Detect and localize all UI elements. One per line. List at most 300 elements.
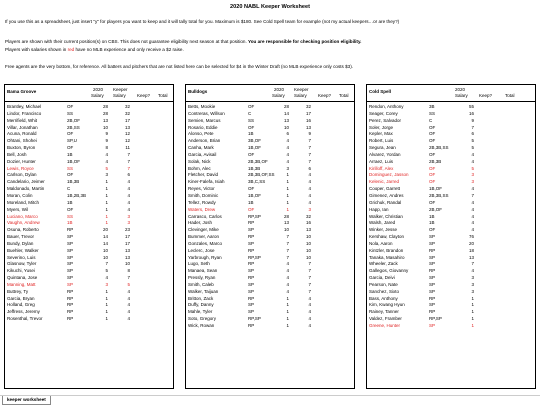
player-salary: 10 (283, 227, 289, 233)
player-name: Yarbrough, Ryan (188, 254, 222, 260)
player-position: 1B (248, 199, 254, 205)
player-row (5, 186, 173, 193)
player-row (186, 248, 354, 255)
player-name: Duffy, Danny (188, 302, 214, 308)
player-position: OF (67, 131, 74, 137)
keeper-salary: 4 (127, 186, 130, 192)
player-position: SP (67, 268, 74, 274)
player-row (5, 309, 173, 316)
player-position: SP (67, 240, 74, 246)
player-row (186, 255, 354, 262)
player-name: Betts, Mookie (188, 104, 216, 109)
keeper-salary: 16 (305, 220, 311, 226)
team-header (186, 85, 354, 102)
player-salary: 55 (468, 104, 474, 109)
player-salary: 1 (471, 323, 474, 328)
player-salary: 9 (471, 117, 474, 123)
player-row (367, 316, 535, 323)
player-position: C (248, 110, 252, 116)
player-position: OF (248, 104, 255, 109)
player-position: OF (429, 124, 436, 130)
player-salary: 28 (102, 104, 108, 109)
player-salary: 7 (286, 254, 289, 260)
player-name: Tellez, Rowdy (188, 199, 216, 205)
player-row (186, 138, 354, 145)
player-name: Bummer, Aaron (188, 234, 220, 240)
player-position: 1B (429, 213, 435, 219)
player-row (5, 261, 173, 268)
player-salary: 8 (105, 145, 108, 151)
player-name: Anderson, Brian (188, 138, 221, 144)
player-row (367, 261, 535, 268)
player-position: RP (248, 261, 255, 267)
player-salary: 4 (471, 199, 474, 205)
player-row (186, 131, 354, 138)
keeper-salary: 3 (127, 213, 130, 219)
player-name: Hader, Josh (188, 220, 213, 226)
player-position: SP (67, 254, 74, 260)
player-position: RP (429, 295, 436, 301)
keeper-salary: 32 (124, 104, 130, 109)
player-name: Alvarez, Yordan (369, 151, 401, 157)
player-row (5, 131, 173, 138)
keeper-salary: 7 (127, 158, 130, 164)
player-row (5, 255, 173, 262)
intro-text: red (67, 47, 75, 52)
keeper-salary: 7 (308, 268, 311, 274)
keeper-salary: 4 (127, 309, 130, 315)
player-position: RP (67, 288, 74, 294)
player-row (367, 193, 535, 200)
keeper-salary: 4 (127, 206, 130, 212)
player-salary: 1 (286, 295, 289, 301)
player-position: OF (429, 172, 436, 178)
player-row (367, 282, 535, 289)
player-row (5, 296, 173, 303)
player-salary: 3 (471, 281, 474, 287)
player-name: Walker, Christian (369, 213, 403, 219)
player-row (367, 172, 535, 179)
player-position: 3B (429, 104, 435, 109)
player-salary: 1 (105, 295, 108, 301)
player-position: OF (429, 179, 436, 185)
player-name: Kikuchi, Yusei (7, 268, 35, 274)
player-name: Bell, Josh (7, 151, 27, 157)
keeper-salary: 4 (127, 295, 130, 301)
player-salary: 1 (105, 179, 108, 185)
player-salary: 14 (102, 240, 108, 246)
player-salary: 1 (105, 309, 108, 315)
player-position: OF (67, 145, 74, 151)
player-row (186, 309, 354, 316)
player-row (186, 166, 354, 173)
player-position: OF (248, 124, 255, 130)
player-salary: 4 (471, 158, 474, 164)
player-name: Rosenthal, Trevor (7, 316, 43, 322)
player-salary: 13 (468, 254, 474, 260)
player-row (367, 275, 535, 282)
player-position: SP (248, 240, 255, 246)
player-salary: 3 (286, 165, 289, 171)
player-salary: 1 (105, 186, 108, 192)
player-row (186, 111, 354, 118)
player-position: OF (248, 186, 255, 192)
intro-text: have no MLB experience and only receive a $2 raise. (74, 47, 184, 52)
player-row (5, 111, 173, 118)
player-position: OF (67, 172, 74, 178)
keeper-salary: 13 (124, 254, 130, 260)
player-salary: 20 (102, 227, 108, 233)
player-salary: 1 (286, 309, 289, 315)
player-name: Luciano, Marco (7, 213, 38, 219)
team-panel-bulldogs (185, 84, 355, 389)
player-name: Wick, Rowan (188, 323, 215, 328)
player-salary: 1 (105, 213, 108, 219)
player-position: RP (67, 302, 74, 308)
player-row (367, 268, 535, 275)
player-name: Kelenic, Jarred (369, 179, 400, 185)
player-name: Glasnow, Tyler (7, 261, 37, 267)
keeper-salary: 7 (308, 138, 311, 144)
player-position: OF (429, 165, 436, 171)
player-salary: 10 (102, 124, 108, 130)
keeper-salary: 4 (308, 199, 311, 205)
player-row (5, 268, 173, 275)
keeper-salary: 4 (308, 179, 311, 185)
player-position: SP (248, 288, 255, 294)
keeper-salary: 7 (308, 145, 311, 151)
keeper-salary: 13 (305, 227, 311, 233)
player-salary: 4 (471, 151, 474, 157)
player-salary: 3 (471, 288, 474, 294)
player-row (186, 186, 354, 193)
player-position: SP (429, 281, 436, 287)
player-salary: 4 (471, 220, 474, 226)
player-name: Kirilloff, Alex (369, 165, 394, 171)
player-row (5, 241, 173, 248)
keeper-salary: 7 (127, 151, 130, 157)
player-row (186, 323, 354, 330)
player-row (367, 152, 535, 159)
player-salary: 1 (105, 302, 108, 308)
player-name: Manaea, Sean (188, 268, 218, 274)
player-salary: 1 (105, 220, 108, 226)
player-salary: 28 (102, 110, 108, 116)
keeper-salary: 4 (308, 302, 311, 308)
player-row (367, 255, 535, 262)
player-name: Merrifield, Whit (7, 117, 38, 123)
player-position: 2B,3B,OF,SS (248, 172, 275, 178)
player-name: Maldonado, Martin (7, 186, 45, 192)
player-position: SS (67, 213, 74, 219)
player-name: Holland, Greg (7, 302, 35, 308)
player-position: 2B,3B,OF (248, 158, 268, 164)
player-position: 1B,OF (248, 145, 262, 151)
player-salary: 7 (286, 247, 289, 253)
player-row (186, 104, 354, 111)
player-row (367, 131, 535, 138)
player-name: Garcia, Bryan (7, 295, 35, 301)
keeper-salary: 4 (308, 316, 311, 322)
player-name: Kintzler, Brandon (369, 247, 404, 253)
keeper-salary: 4 (127, 316, 130, 322)
player-salary: 4 (286, 151, 289, 157)
player-name: Rosario, Eddie (188, 124, 218, 130)
player-row (5, 289, 173, 296)
player-row (367, 138, 535, 145)
player-salary: 14 (283, 110, 289, 116)
player-position: OF (429, 131, 436, 137)
player-salary: 1 (286, 302, 289, 308)
player-salary: 4 (105, 151, 108, 157)
player-row (186, 200, 354, 207)
keeper-salary: 10 (305, 240, 311, 246)
intro-text: If you use this as a spreadsheet, just insert "y" for players you want to keep and it will tally total for you. Maximum is $180. See Cold Spell team for example (not my actual keepers…or are they?) (5, 19, 400, 24)
player-row (367, 179, 535, 186)
player-row (5, 220, 173, 227)
player-name: Alonso, Pete (188, 131, 214, 137)
player-name: Buehler, Walker (7, 247, 39, 253)
player-name: Carlson, Dylan (7, 172, 37, 178)
player-salary: 4 (286, 288, 289, 294)
player-row (186, 296, 354, 303)
keeper-salary: 32 (305, 213, 311, 219)
player-position: RP (429, 309, 436, 315)
player-row (5, 179, 173, 186)
player-salary: 1 (286, 192, 289, 198)
keeper-salary: 10 (305, 254, 311, 260)
keeper-salary: 9 (308, 131, 311, 137)
player-row (186, 118, 354, 125)
keeper-salary: 4 (308, 172, 311, 178)
keeper-salary: 7 (308, 261, 311, 267)
player-salary: 1 (286, 316, 289, 322)
player-position: RP (429, 247, 436, 253)
player-row (367, 234, 535, 241)
player-name: Fletcher, David (188, 172, 219, 178)
player-salary: 4 (286, 275, 289, 281)
player-position: RP (248, 220, 255, 226)
player-position: OF (429, 151, 436, 157)
player-name: Garcia, Avisail (188, 151, 217, 157)
player-salary: 5 (471, 138, 474, 144)
player-row (186, 207, 354, 214)
intro-text: Players are shown with their current position(s) on CBS. This does not guarantee eligibility next season at that position. (5, 39, 249, 44)
player-position: SP (429, 234, 436, 240)
player-name: Moreland, Mitch (7, 199, 40, 205)
column-year: 2020 (93, 87, 104, 92)
player-name: Ohtani, Shohei (7, 138, 37, 144)
player-row (5, 159, 173, 166)
player-salary: 20 (468, 240, 474, 246)
player-position: 2B,3B,SS (429, 192, 449, 198)
player-position: SP (429, 254, 436, 260)
player-name: Gallegos, Giovanny (369, 268, 409, 274)
player-name: Walker, Taijuan (188, 288, 219, 294)
player-name: Reyes, Victor (188, 186, 215, 192)
player-name: Smith, Caleb (188, 281, 214, 287)
player-position: RP,SP (248, 316, 261, 322)
player-row (367, 241, 535, 248)
player-row (186, 302, 354, 309)
player-position: SP,U (67, 138, 77, 144)
player-salary: 18 (468, 247, 474, 253)
player-name: Moran, Colin (7, 192, 33, 198)
player-salary: 16 (468, 110, 474, 116)
keeper-salary: 4 (308, 186, 311, 192)
keeper-salary: 4 (308, 309, 311, 315)
player-salary: 1 (105, 288, 108, 294)
player-name: Buxton, Byron (7, 145, 36, 151)
column-salary: Salary (272, 93, 285, 98)
player-name: Pressly, Ryan (188, 275, 216, 281)
player-name: Segura, Jean (369, 145, 396, 151)
column-salary: Salary (455, 93, 468, 98)
keeper-salary: 16 (305, 117, 311, 123)
team-header (5, 85, 173, 102)
player-position: RP (67, 309, 74, 315)
player-salary: 9 (105, 138, 108, 144)
player-row (367, 186, 535, 193)
keeper-salary: 7 (127, 275, 130, 281)
player-name: Bauer, Trevor (7, 234, 35, 240)
player-row (5, 172, 173, 179)
keeper-salary: 7 (308, 281, 311, 287)
player-salary: 4 (286, 145, 289, 151)
player-position: RP (67, 227, 74, 233)
keeper-salary: 13 (305, 124, 311, 130)
player-position: 3B,OF (248, 138, 262, 144)
team-header (367, 85, 535, 102)
player-salary: 28 (283, 213, 289, 219)
intro-line (5, 47, 535, 53)
player-position: C (429, 117, 433, 123)
player-row (5, 118, 173, 125)
intro-text: Free agents are the very bottom, for reference. All batters and pitchers that are not listed here can be selected for $4 in the Winter Draft (no MLB experience only costs $3). (5, 64, 354, 69)
player-row (5, 145, 173, 152)
keeper-salary: 13 (124, 247, 130, 253)
player-name: Brantley, Michael (7, 104, 42, 109)
player-name: Villar, Jonathan (7, 124, 38, 130)
keeper-salary: 4 (127, 192, 130, 198)
player-name: Candelario, Jeimer (7, 179, 45, 185)
team-name: Cold Spell (369, 89, 392, 94)
player-row (186, 214, 354, 221)
player-salary: 1 (286, 199, 289, 205)
player-row (5, 275, 173, 282)
player-name: Osuna, Roberto (7, 227, 39, 233)
player-position: OF (429, 138, 436, 144)
player-row (367, 104, 535, 111)
player-salary: 3 (471, 275, 474, 281)
player-row (367, 309, 535, 316)
player-row (5, 316, 173, 323)
player-salary: 28 (283, 104, 289, 109)
player-position: RP (248, 234, 255, 240)
player-position: SP (248, 268, 255, 274)
player-row (186, 193, 354, 200)
player-row (367, 111, 535, 118)
player-position: RP (248, 247, 255, 253)
player-name: Tanaka, Masahiro (369, 254, 405, 260)
player-row (5, 207, 173, 214)
player-name: Garcia, Deivi (369, 275, 395, 281)
player-name: Jeffress, Jeremy (7, 309, 40, 315)
player-row (5, 214, 173, 221)
player-position: 2B,OF (429, 206, 443, 212)
player-position: SP (429, 240, 436, 246)
player-position: SP (248, 227, 255, 233)
player-salary: 13 (283, 117, 289, 123)
keeper-salary: 4 (308, 192, 311, 198)
player-salary: 1 (471, 316, 474, 322)
keeper-salary: 4 (127, 179, 130, 185)
player-row (186, 179, 354, 186)
player-position: SP (429, 302, 436, 308)
player-row (5, 193, 173, 200)
player-row (367, 323, 535, 330)
player-salary: 5 (471, 145, 474, 151)
player-name: Myers, Wil (7, 206, 28, 212)
player-salary: 3 (471, 179, 474, 185)
keeper-salary: 17 (124, 234, 130, 240)
player-salary: 7 (286, 234, 289, 240)
player-row (367, 166, 535, 173)
player-name: Perez, Salvador (369, 117, 402, 123)
player-position: SP (429, 323, 436, 328)
player-name: Kim, Kwang Hyun (369, 302, 405, 308)
player-row (5, 248, 173, 255)
player-salary: 1 (471, 302, 474, 308)
player-position: RP (248, 275, 255, 281)
player-position: SP (248, 302, 255, 308)
player-position: C (67, 186, 71, 192)
player-position: SP (67, 261, 74, 267)
player-salary: 1 (286, 179, 289, 185)
player-name: Mahle, Tyler (188, 309, 213, 315)
player-name: Kiner-Falefa, Isiah (188, 179, 225, 185)
column-total: Total (505, 93, 515, 98)
player-salary: 76 (468, 234, 474, 240)
keeper-salary: 4 (127, 302, 130, 308)
team-name: Bulldogs (188, 89, 208, 94)
player-name: Arraez, Luis (369, 158, 394, 164)
player-salary: 13 (102, 117, 108, 123)
player-row (186, 220, 354, 227)
player-position: SP (429, 275, 436, 281)
player-row (367, 125, 535, 132)
player-row (186, 268, 354, 275)
sheet-tab-keeper-worksheet[interactable]: keeper worksheet (2, 396, 51, 405)
keeper-salary: 7 (308, 151, 311, 157)
keeper-salary: 23 (124, 227, 130, 233)
player-name: Sanchez, Sixto (369, 288, 400, 294)
player-name: Solak, Nick (188, 158, 211, 164)
keeper-salary: 7 (308, 288, 311, 294)
player-salary: 3 (105, 281, 108, 287)
player-name: Carrasco, Carlos (188, 213, 222, 219)
player-position: OF (67, 206, 74, 212)
column-keeper-salary: Salary (294, 93, 307, 98)
player-salary: 4 (286, 138, 289, 144)
player-name: Smith, Dominic (188, 192, 219, 198)
player-name: Quintana, Jose (7, 275, 38, 281)
player-row (186, 261, 354, 268)
player-position: RP (67, 295, 74, 301)
player-name: Greene, Hunter (369, 323, 401, 328)
player-salary: 7 (471, 192, 474, 198)
player-name: Severino, Luis (7, 254, 36, 260)
